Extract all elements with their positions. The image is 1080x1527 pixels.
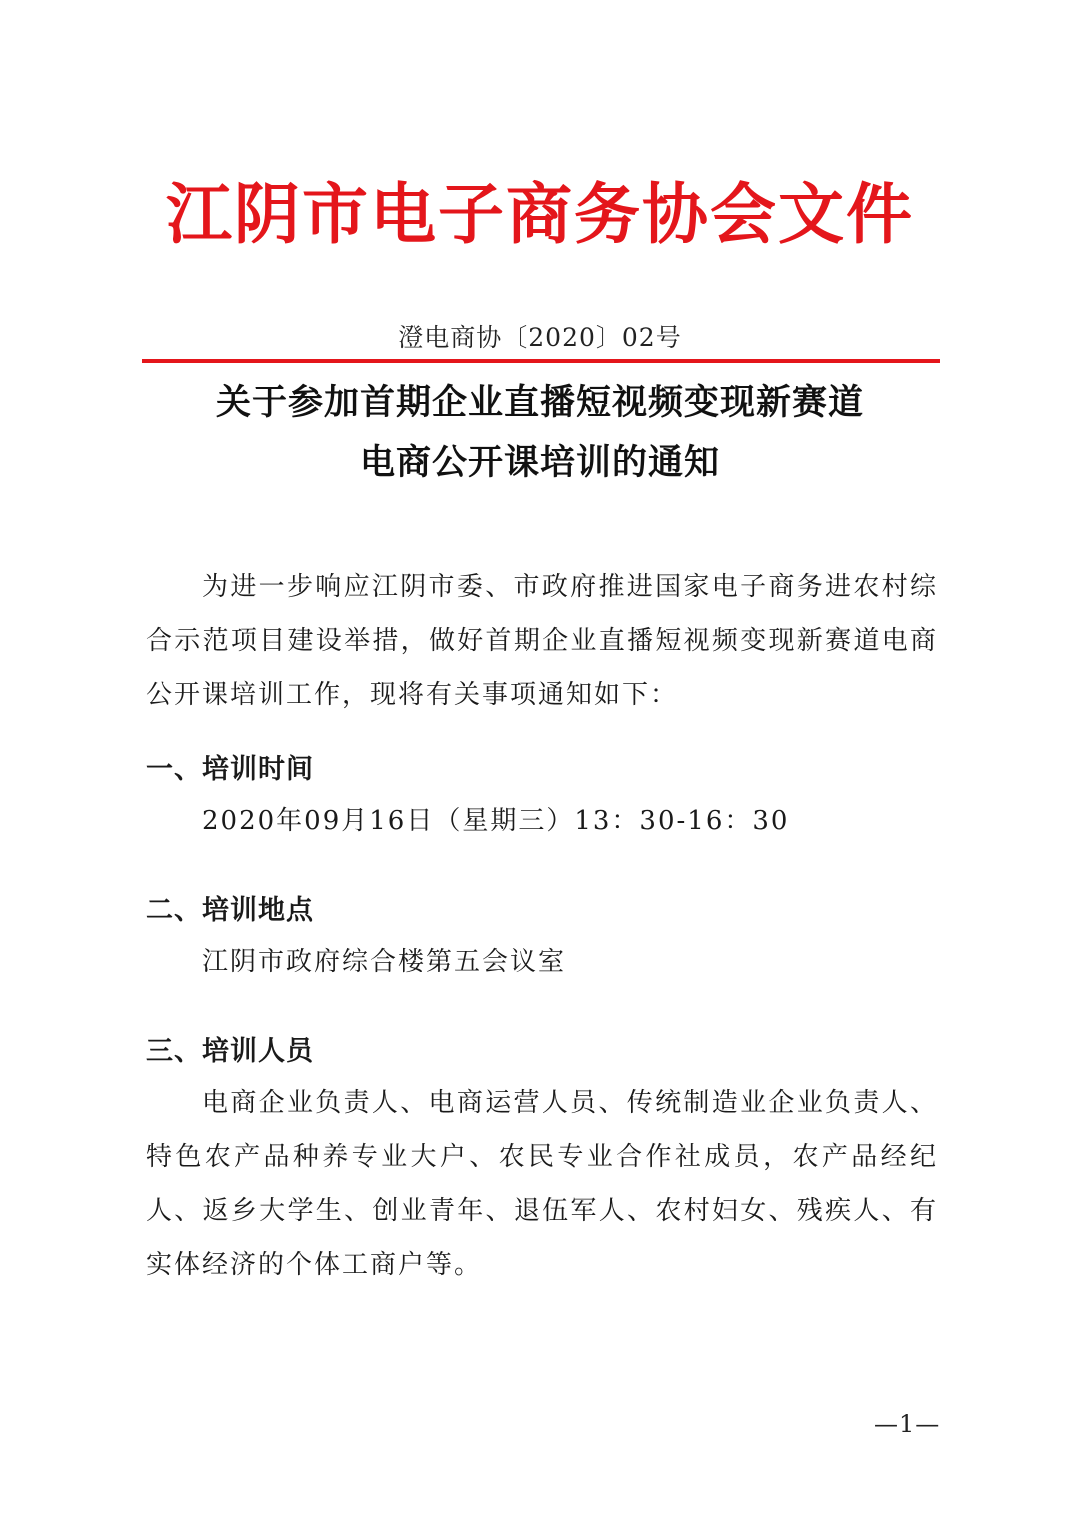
masthead-title: 江阴市电子商务协会文件 [166,176,914,253]
page-number: —1— [874,1410,941,1438]
section-training-participants [146,1028,938,1292]
section-heading: 二、培训地点 [146,895,314,926]
section-body: 江阴市政府综合楼第五会议室 [202,947,567,977]
section-training-time [146,746,938,848]
notice-title-line-2: 电商公开课培训的通知 [359,443,720,483]
section-heading: 三、培训人员 [146,1036,314,1067]
section-training-location [146,887,938,989]
notice-title-line-1: 关于参加首期企业直播短视频变现新赛道 [215,383,864,423]
red-divider-line [142,359,940,363]
section-body: 2020年09月16日（星期三）13：30-16：30 [202,806,790,836]
intro-paragraph: 为进一步响应江阴市委、市政府推进国家电子商务进农村综合示范项目建设举措，做好首期企业直播短视频变现新赛道电商公开课培训工作，现将有关事项通知如下： [146,572,938,710]
document-number: 澄电商协〔2020〕02号 [398,323,682,352]
section-body: 电商企业负责人、电商运营人员、传统制造业企业负责人、特色农产品种养专业大户、农民专业合作社成员，农产品经纪人、返乡大学生、创业青年、退伍军人、农村妇女、残疾人、有实体经济的个体工商户等。 [146,1088,938,1280]
section-heading: 一、培训时间 [146,754,314,785]
